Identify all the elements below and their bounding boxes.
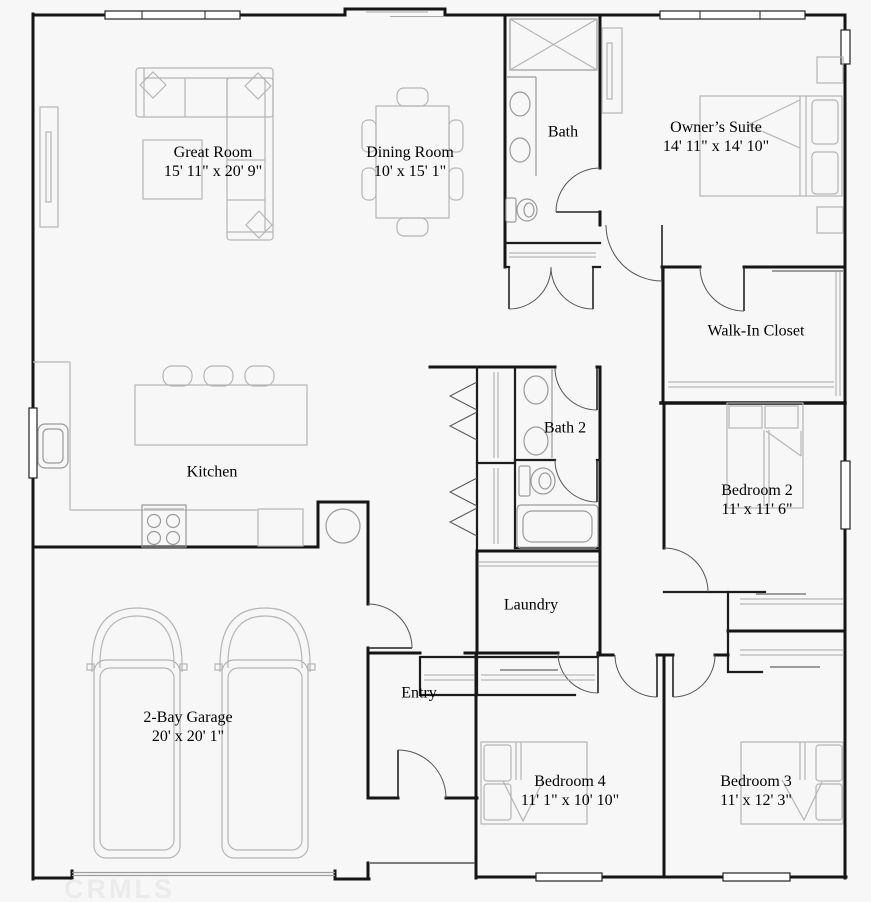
room-name: Bath — [547, 123, 579, 141]
room-name: Kitchen — [186, 463, 238, 481]
room-name: Bedroom 4 — [534, 773, 606, 790]
room-dims: 15' 11" x 20' 9" — [163, 163, 263, 180]
owner-suite-furniture — [602, 28, 843, 233]
bath2-fixtures — [517, 368, 598, 548]
room-name: Bedroom 2 — [721, 482, 793, 499]
room-name: 2-Bay Garage — [143, 709, 233, 726]
bedroom3-furniture — [741, 742, 843, 824]
room-dims: 11' x 12' 3" — [720, 792, 792, 809]
room-dims: 20' x 20' 1" — [151, 728, 225, 745]
room-name: Dining Room — [366, 144, 454, 161]
room-name: Bedroom 3 — [720, 773, 792, 790]
room-name: Entry — [401, 684, 437, 702]
room-dims: 14' 11" x 14' 10" — [662, 138, 770, 155]
watermark: CRMLS — [64, 874, 175, 902]
room-name: Great Room — [173, 144, 253, 161]
room-dims: 10' x 15' 1" — [373, 163, 447, 180]
doors — [368, 168, 744, 798]
closet-rods — [424, 253, 843, 680]
room-name: Walk-In Closet — [707, 322, 805, 340]
room-dims: 11' x 11' 6" — [721, 501, 793, 518]
room-name: Owner’s Suite — [670, 119, 762, 136]
room-name: Bath 2 — [543, 419, 587, 437]
great-room-furniture — [40, 68, 273, 240]
car-1 — [87, 608, 187, 858]
room-name: Laundry — [503, 596, 559, 614]
kitchen-furniture — [33, 362, 360, 547]
room-dims: 11' 1" x 10' 10" — [520, 792, 620, 809]
car-2 — [215, 608, 315, 858]
dining-furniture — [362, 88, 463, 236]
garage-cars — [87, 608, 315, 858]
bedroom2-furniture — [727, 403, 803, 508]
owner-bath-fixtures — [506, 19, 597, 222]
bedroom4-furniture — [481, 742, 587, 824]
